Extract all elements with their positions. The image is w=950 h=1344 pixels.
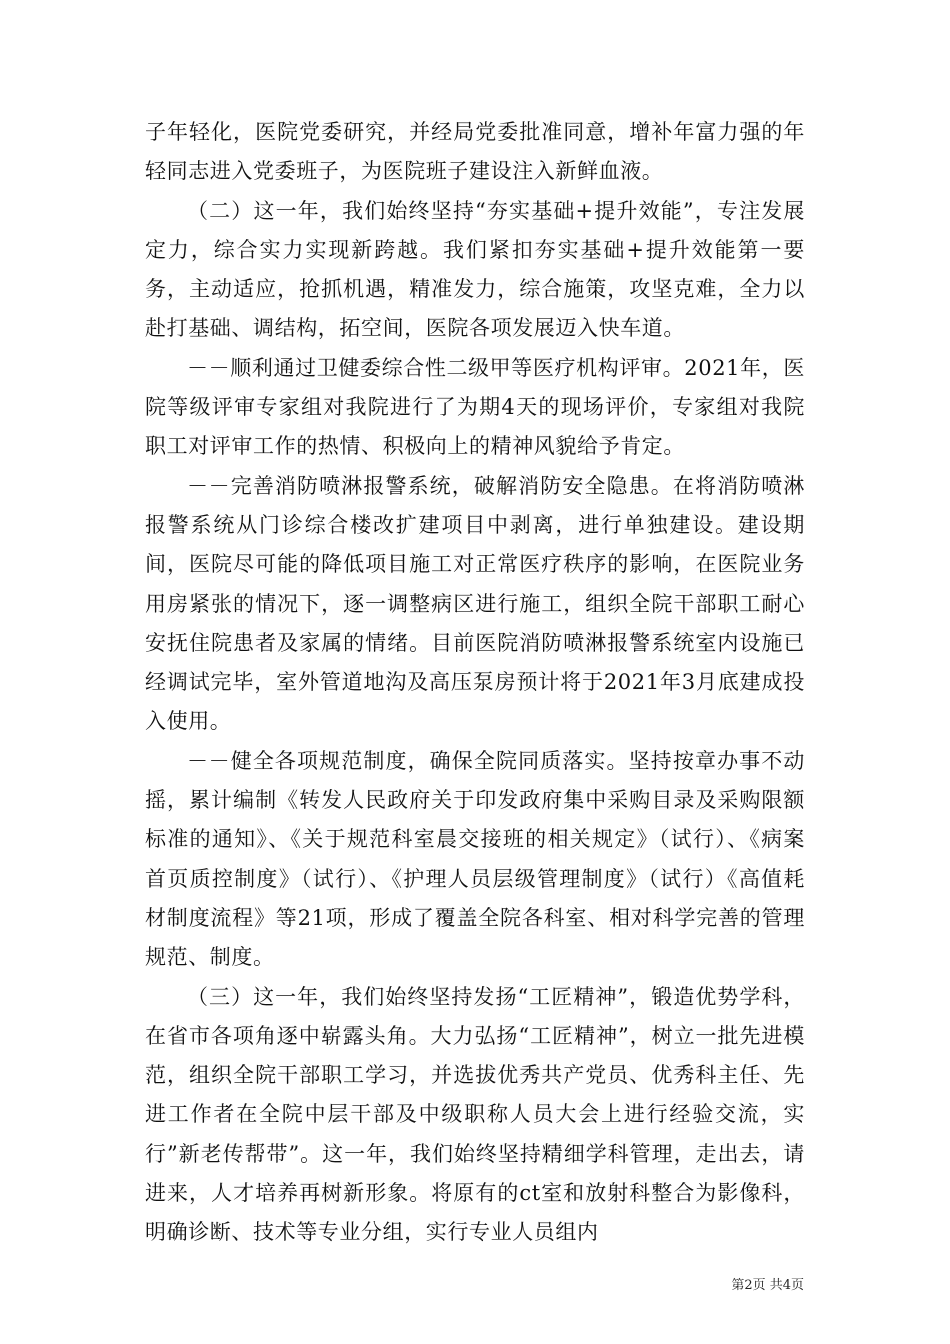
paragraph-6: （三）这一年，我们始终坚持发扬“工匠精神”，锻造优势学科，在省市各项角逐中崭露头角。大力弘扬“工匠精神”，树立一批先进模范，组织全院干部职工学习，并选拔优秀共产党员、优秀科主任、先进工作者在全院中层干部及中级职称人员大会上进行经验交流，实行”新老传帮带”。这一年，我们始终坚持精细学科管理，走出去，请进来，人才培养再树新形象。将原有的ct室和放射科整合为影像科，明确诊断、技术等专业分组，实行专业人员组内: [145, 984, 805, 1245]
paragraph-4: －－完善消防喷淋报警系统，破解消防安全隐患。在将消防喷淋报警系统从门诊综合楼改扩建项目中剥离，进行单独建设。建设期间，医院尽可能的降低项目施工对正常医疗秩序的影响，在医院业务用房紧张的情况下，逐一调整病区进行施工，组织全院干部职工耐心安抚住院患者及家属的情绪。目前医院消防喷淋报警系统室内设施已经调试完毕，室外管道地沟及高压泵房预计将于2021年3月底建成投入使用。: [145, 473, 805, 734]
paragraph-3: －－顺利通过卫健委综合性二级甲等医疗机构评审。2021年，医院等级评审专家组对我院进行了为期4天的现场评价，专家组对我院职工对评审工作的热情、积极向上的精神风貌给予肯定。: [145, 355, 805, 459]
document-body: [145, 113, 805, 1253]
page-number: 第2页 共4页: [731, 1278, 804, 1293]
paragraph-2: （二）这一年，我们始终坚持“夯实基础+提升效能”，专注发展定力，综合实力实现新跨越。我们紧扣夯实基础+提升效能第一要务，主动适应，抢抓机遇，精准发力，综合施策，攻坚克难，全力以赴打基础、调结构，拓空间，医院各项发展迈入快车道。: [145, 198, 805, 341]
paragraph-1: 子年轻化，医院党委研究，并经局党委批准同意，增补年富力强的年轻同志进入党委班子，为医院班子建设注入新鲜血液。: [145, 120, 805, 184]
paragraph-5: －－健全各项规范制度，确保全院同质落实。坚持按章办事不动摇，累计编制《转发人民政府关于印发政府集中采购目录及采购限额标准的通知》、《关于规范科室晨交接班的相关规定》（试行）、《病案首页质控制度》（试行）、《护理人员层级管理制度》（试行）《高值耗材制度流程》等21项，形成了覆盖全院各科室、相对科学完善的管理规范、制度。: [145, 748, 805, 970]
